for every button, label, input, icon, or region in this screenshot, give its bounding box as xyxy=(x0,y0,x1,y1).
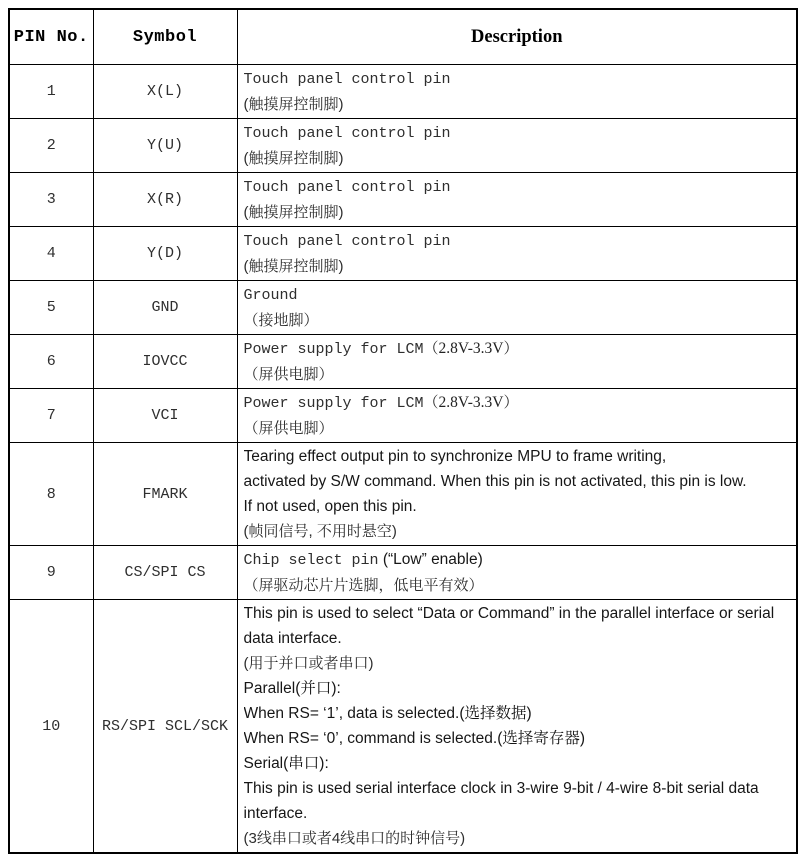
description-cell xyxy=(237,389,797,443)
description-line xyxy=(244,228,793,254)
description-text-segment: Power supply for LCM xyxy=(243,341,424,358)
table-row-pin-9 xyxy=(9,546,797,600)
description-text-segment: Touch panel control pin xyxy=(243,179,451,196)
description-line xyxy=(244,146,793,171)
description-line xyxy=(244,92,793,117)
table-row-pin-1 xyxy=(9,65,797,119)
description-line xyxy=(244,444,793,469)
pin-table xyxy=(8,8,798,854)
table-row-pin-2 xyxy=(9,119,797,173)
pin-number-cell: 10 xyxy=(9,600,93,854)
description-text-segment: data interface. xyxy=(243,630,342,647)
description-text-segment: (3线串口或者4线串口的时钟信号) xyxy=(243,830,466,847)
pin-number-cell: 4 xyxy=(9,227,93,281)
description-text-segment: This pin is used serial interface clock in 3-wire 9-bit / 4-wire 8-bit serial data xyxy=(243,780,759,797)
description-line xyxy=(244,120,793,146)
description-line xyxy=(244,801,793,826)
description-cell xyxy=(237,173,797,227)
symbol-cell: Y(D) xyxy=(93,227,237,281)
symbol-cell: X(L) xyxy=(93,65,237,119)
description-text-segment: (“Low” enable) xyxy=(378,551,483,568)
description-text-segment: Chip select pin xyxy=(243,552,379,569)
description-text-segment: （接地脚） xyxy=(243,312,319,329)
description-line xyxy=(244,776,793,801)
description-line xyxy=(244,308,793,333)
description-line xyxy=(244,601,793,626)
description-text-segment: (触摸屏控制脚) xyxy=(243,258,344,275)
table-row-pin-4 xyxy=(9,227,797,281)
symbol-cell: VCI xyxy=(93,389,237,443)
description-line xyxy=(244,726,793,751)
description-line xyxy=(244,494,793,519)
description-text-segment: When RS= ‘1’, data is selected.(选择数据) xyxy=(243,705,532,722)
pin-number-cell: 3 xyxy=(9,173,93,227)
description-text-segment: (触摸屏控制脚) xyxy=(243,96,344,113)
description-text-segment: Tearing effect output pin to synchronize MPU to frame writing, xyxy=(243,448,667,465)
header-pin-no: PIN No. xyxy=(9,9,93,65)
description-text-segment: （ xyxy=(423,340,439,357)
pin-description-document xyxy=(8,8,798,854)
description-text-segment: 2.8V-3.3V xyxy=(438,340,504,357)
description-cell xyxy=(237,119,797,173)
description-line xyxy=(244,701,793,726)
description-text-segment: ） xyxy=(503,340,519,357)
description-text-segment: 2.8V-3.3V xyxy=(438,394,504,411)
pin-number-cell: 8 xyxy=(9,443,93,546)
description-cell xyxy=(237,281,797,335)
header-symbol: Symbol xyxy=(93,9,237,65)
description-text-segment: Ground xyxy=(243,287,298,304)
pin-number-cell: 7 xyxy=(9,389,93,443)
description-line xyxy=(244,751,793,776)
description-line xyxy=(244,200,793,225)
header-row xyxy=(9,9,797,65)
symbol-cell: FMARK xyxy=(93,443,237,546)
table-row-pin-8 xyxy=(9,443,797,546)
header-description: Description xyxy=(237,9,797,65)
description-line xyxy=(244,676,793,701)
description-line xyxy=(244,469,793,494)
description-text-segment: Serial(串口): xyxy=(243,755,329,772)
pin-number-cell: 9 xyxy=(9,546,93,600)
description-text-segment: （ xyxy=(423,394,439,411)
pin-number-cell: 5 xyxy=(9,281,93,335)
description-text-segment: (触摸屏控制脚) xyxy=(243,150,344,167)
description-line xyxy=(244,174,793,200)
pin-number-cell: 2 xyxy=(9,119,93,173)
description-line xyxy=(244,826,793,851)
description-line xyxy=(244,651,793,676)
description-text-segment: Power supply for LCM xyxy=(243,395,424,412)
description-text-segment: Touch panel control pin xyxy=(243,125,451,142)
description-text-segment: (用于并口或者串口) xyxy=(243,655,374,672)
table-row-pin-3 xyxy=(9,173,797,227)
description-line xyxy=(244,362,793,387)
description-text-segment: If not used, open this pin. xyxy=(243,498,417,515)
description-line xyxy=(244,282,793,308)
description-text-segment: Touch panel control pin xyxy=(243,71,451,88)
description-cell xyxy=(237,546,797,600)
symbol-cell: RS/SPI SCL/SCK xyxy=(93,600,237,854)
description-text-segment: activated by S/W command. When this pin is not activated, this pin is low. xyxy=(243,473,747,490)
description-cell xyxy=(237,227,797,281)
symbol-cell: CS/SPI CS xyxy=(93,546,237,600)
description-text-segment: （屏供电脚） xyxy=(243,420,334,437)
table-row-pin-6 xyxy=(9,335,797,389)
table-row-pin-10 xyxy=(9,600,797,854)
description-line xyxy=(244,416,793,441)
description-text-segment: This pin is used to select “Data or Command” in the parallel interface or serial xyxy=(243,605,775,622)
description-cell xyxy=(237,65,797,119)
table-body xyxy=(9,65,797,854)
symbol-cell: GND xyxy=(93,281,237,335)
description-text-segment: （屏供电脚） xyxy=(243,366,334,383)
table-row-pin-7 xyxy=(9,389,797,443)
description-text-segment: (触摸屏控制脚) xyxy=(243,204,344,221)
symbol-cell: X(R) xyxy=(93,173,237,227)
description-cell xyxy=(237,335,797,389)
pin-number-cell: 1 xyxy=(9,65,93,119)
description-cell xyxy=(237,600,797,854)
symbol-cell: Y(U) xyxy=(93,119,237,173)
description-text-segment: When RS= ‘0’, command is selected.(选择寄存器) xyxy=(243,730,586,747)
description-text-segment: ） xyxy=(503,394,519,411)
description-line xyxy=(244,519,793,544)
description-line xyxy=(244,390,793,416)
description-line xyxy=(244,626,793,651)
description-cell xyxy=(237,443,797,546)
description-line xyxy=(244,254,793,279)
description-line xyxy=(244,547,793,573)
description-line xyxy=(244,573,793,598)
pin-number-cell: 6 xyxy=(9,335,93,389)
description-line xyxy=(244,336,793,362)
description-line xyxy=(244,66,793,92)
description-text-segment: Touch panel control pin xyxy=(243,233,451,250)
description-text-segment: (帧同信号, 不用时悬空) xyxy=(243,523,397,540)
description-text-segment: interface. xyxy=(243,805,308,822)
symbol-cell: IOVCC xyxy=(93,335,237,389)
table-row-pin-5 xyxy=(9,281,797,335)
description-text-segment: Parallel(并口): xyxy=(243,680,341,697)
description-text-segment: （屏驱动芯片片选脚，低电平有效） xyxy=(243,577,484,594)
